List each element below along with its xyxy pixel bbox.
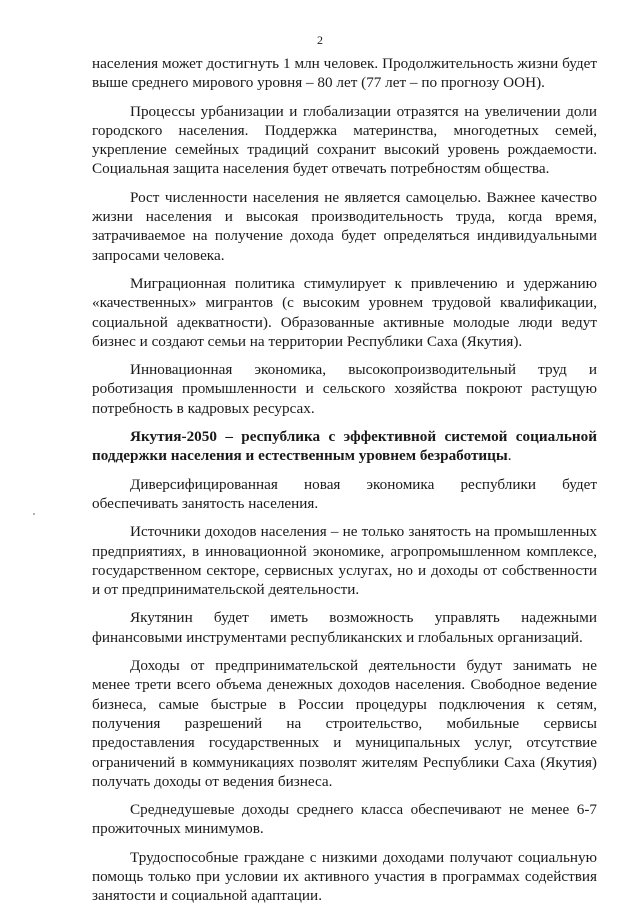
- heading-tail: .: [507, 447, 512, 465]
- paragraph-innovative-economy: Инновационная экономика, высокопроизводительный труд и роботизация промышленности и сельского хозяйства покроют растущую потребность в кадровых ресурсах.: [92, 361, 597, 417]
- paragraph-financial-instruments: Якутянин будет иметь возможность управлять надежными финансовыми инструментами республиканских и глобальных организаций.: [92, 609, 597, 646]
- document-body: [92, 54, 597, 915]
- paragraph-middle-class-income: Среднедушевые доходы среднего класса обеспечивают не менее 6-7 прожиточных минимумов.: [92, 801, 597, 838]
- page-number: 2: [317, 33, 323, 47]
- paragraph-population-forecast: населения может достигнуть 1 млн человек. Продолжительность жизни будет выше среднего мирового уровня – 80 лет (77 лет – по прогнозу ООН).: [92, 55, 597, 92]
- paragraph-diversified-economy: Диверсифицированная новая экономика республики будет обеспечивать занятость населения.: [92, 475, 597, 512]
- paragraph-income-sources: Источники доходов населения – не только занятость на промышленных предприятиях, в инновационной экономике, агропромышленном комплексе, государственном секторе, сервисных услугах, но и доходы от собственности и от предпринимательской деятельности.: [92, 523, 597, 599]
- paragraph-urbanization: Процессы урбанизации и глобализации отразятся на увеличении доли городского населения. Поддержка материнства, многодетных семей, укрепление семейных традиций сохранит высокий уровень рождаемости. Социальная защита населения будет отвечать потребностям общества.: [92, 102, 597, 178]
- paragraph-section-heading: [92, 427, 597, 466]
- margin-speck: [33, 513, 35, 515]
- heading-bold-text: Якутия-2050 – республика с эффективной системой социальной поддержки населения и естественным уровнем безработицы: [92, 428, 597, 465]
- paragraph-migration-policy: Миграционная политика стимулирует к привлечению и удержанию «качественных» мигрантов (с высоким уровнем трудовой квалификации, социальной адекватности). Образованные активные молодые люди ведут бизнес и создают семьи на территории Республики Саха (Якутия).: [92, 274, 597, 350]
- paragraph-social-assistance: Трудоспособные граждане с низкими доходами получают социальную помощь только при условии их активного участия в программах содействия занятости и социальной адаптации.: [92, 848, 597, 905]
- paragraph-business-income: Доходы от предпринимательской деятельности будут занимать не менее трети всего объема денежных доходов населения. Свободное ведение бизнеса, самые быстрые в России процедуры подключения к сетям, получения разрешений на строительство, мобильные сервисы предоставления государственных и муниципальных услуг, отсутствие ограничений в коммуникациях позволят жителям Республики Саха (Якутия) получать доходы от ведения бизнеса.: [92, 657, 597, 790]
- paragraph-population-growth: Рост численности населения не является самоцелью. Важнее качество жизни населения и высокая производительность труда, когда время, затрачиваемое на получение дохода будет определяться индивидуальными запросами человека.: [92, 188, 597, 264]
